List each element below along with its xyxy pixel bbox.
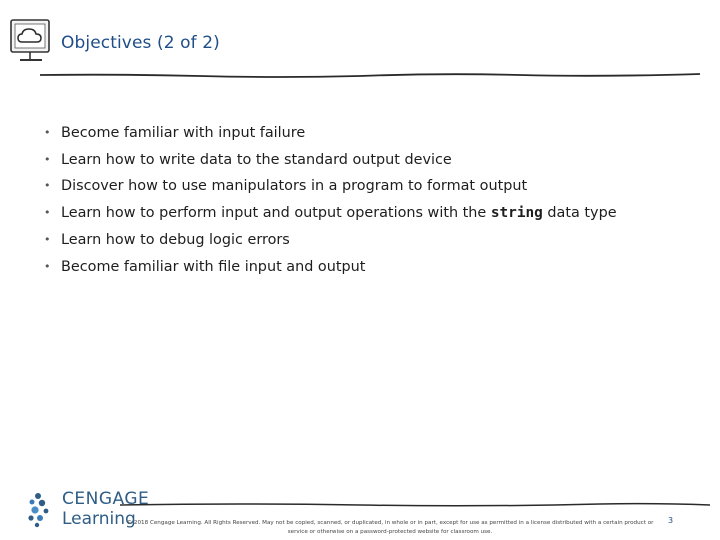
objective-text: Discover how to use manipulators in a program to format output <box>61 178 528 195</box>
cengage-mark-icon <box>26 490 58 530</box>
title-underline <box>40 70 700 80</box>
objective-text: Become familiar with input failure <box>61 125 306 141</box>
footer-rule <box>120 498 710 510</box>
objective-text: Learn how to write data to the standard output device <box>61 151 452 168</box>
objective-text: Learn how to perform input and output operations with the <box>61 205 491 222</box>
page-number: 3 <box>668 516 674 525</box>
objective-item <box>44 200 617 227</box>
objective-text: Become familiar with file input and output <box>61 258 366 275</box>
slide-title: Objectives (2 of 2) <box>61 33 220 53</box>
bullet-icon: • <box>44 232 51 246</box>
bullet-icon: • <box>44 126 51 139</box>
bullet-icon: • <box>44 179 51 193</box>
objective-text-tail: data type <box>542 205 617 222</box>
objectives-list <box>44 120 617 280</box>
bullet-icon: • <box>44 259 51 273</box>
objective-item <box>44 147 617 174</box>
objective-item <box>44 254 617 281</box>
objective-item <box>44 120 617 147</box>
bullet-icon: • <box>44 152 51 166</box>
cloud-computer-icon <box>8 18 54 68</box>
objective-text: Learn how to debug logic errors <box>61 231 290 248</box>
copyright-notice: © 2018 Cengage Learning. All Rights Reserved. May not be copied, scanned, or duplicated, in whole or in part, except for use as permitted in a license distributed with a certain product or service or otherwise on a password-protected website for classroom use. <box>126 520 654 535</box>
objective-item <box>44 173 617 200</box>
bullet-icon: • <box>44 206 51 220</box>
logo-text-learning: Learning <box>62 509 136 529</box>
objective-code: string <box>490 205 543 222</box>
objective-item <box>44 227 617 254</box>
logo-text-cengage: CENGAGE <box>62 489 150 509</box>
